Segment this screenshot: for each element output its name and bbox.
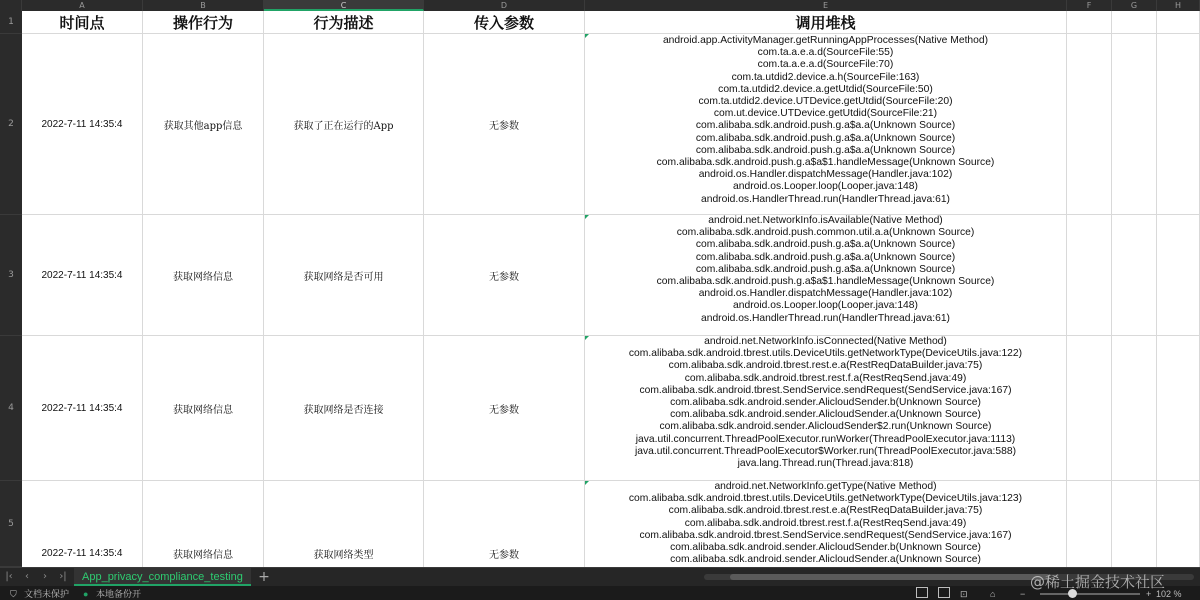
stack-lines xyxy=(585,481,1066,566)
page-layout-icon[interactable] xyxy=(938,587,950,598)
column-header-c[interactable]: C xyxy=(264,0,424,11)
sheet-tab-active[interactable]: App_privacy_compliance_testing xyxy=(74,568,251,586)
column-header-e[interactable]: E xyxy=(585,0,1067,11)
stack-frame: java.lang.Thread.run(Thread.java:818) xyxy=(737,458,914,470)
stack-frame: com.alibaba.sdk.android.tbrest.rest.e.a(RestReqDataBuilder.java:75) xyxy=(668,360,983,372)
shield-icon: ⛉ xyxy=(10,589,17,599)
header-cell-time[interactable]: 时间点 xyxy=(22,11,143,34)
stack-frame: com.alibaba.sdk.android.push.g.a$a.a(Unknown Source) xyxy=(695,120,956,132)
column-header-b[interactable]: B xyxy=(143,0,264,11)
spreadsheet-grid[interactable] xyxy=(22,11,1200,567)
stack-cell[interactable] xyxy=(585,34,1067,215)
stack-frame: com.alibaba.sdk.android.tbrest.rest.e.a(RestReqDataBuilder.java:75) xyxy=(668,505,983,517)
horizontal-scrollbar-thumb[interactable] xyxy=(730,574,1050,580)
params-cell[interactable]: 无参数 xyxy=(424,481,585,567)
stack-frame: android.net.NetworkInfo.isConnected(Native Method) xyxy=(704,336,947,347)
stack-frame: com.alibaba.sdk.android.sender.AlicloudSender.b(Unknown Source) xyxy=(670,397,981,409)
column-header-a[interactable]: A xyxy=(22,0,143,11)
stack-frame: com.ut.device.UTDevice.getUtdid(SourceFile:21) xyxy=(713,108,938,120)
empty-cell[interactable] xyxy=(1157,336,1200,481)
column-header-f[interactable]: F xyxy=(1067,0,1112,11)
empty-cell[interactable] xyxy=(1112,34,1157,215)
empty-cell[interactable] xyxy=(1157,34,1200,215)
protection-status[interactable]: 文档未保护 xyxy=(24,589,70,599)
column-header-g[interactable]: G xyxy=(1112,0,1157,11)
stack-cell[interactable] xyxy=(585,481,1067,567)
stack-frame: com.ta.a.e.a.d(SourceFile:55) xyxy=(757,47,894,59)
stack-frame: android.os.Handler.dispatchMessage(Handler.java:102) xyxy=(698,288,953,300)
time-cell[interactable]: 2022-7-11 14:35:4 xyxy=(22,336,143,481)
stack-frame: com.alibaba.sdk.android.tbrest.rest.f.a(RestReqSend.java:49) xyxy=(684,517,967,529)
row-header-1[interactable]: 1 xyxy=(0,11,22,34)
stack-frame: com.alibaba.sdk.android.tbrest.utils.DeviceUtils.getNetworkType(DeviceUtils.java:122) xyxy=(628,348,1023,360)
last-sheet-icon[interactable]: ›| xyxy=(59,571,67,582)
header-cell-description[interactable]: 行为描述 xyxy=(264,11,424,34)
empty-cell[interactable] xyxy=(1112,336,1157,481)
column-header-h[interactable]: H xyxy=(1157,0,1200,11)
first-sheet-icon[interactable]: |‹ xyxy=(5,571,13,582)
row-header-3[interactable]: 3 xyxy=(0,215,22,336)
description-cell[interactable]: 获取网络是否连接 xyxy=(264,336,424,481)
stack-frame: com.alibaba.sdk.android.tbrest.SendService.sendRequest(SendService.java:167) xyxy=(639,384,1012,396)
action-cell[interactable]: 获取其他app信息 xyxy=(143,34,264,215)
stack-frame: com.ta.a.e.a.d(SourceFile:70) xyxy=(757,59,894,71)
stack-frame: com.alibaba.sdk.android.push.g.a$a.a(Unknown Source) xyxy=(695,263,956,275)
empty-cell[interactable] xyxy=(1067,481,1112,567)
stack-cell[interactable] xyxy=(585,336,1067,481)
stack-frame: com.alibaba.sdk.android.sender.AlicloudSender.a(Unknown Source) xyxy=(670,409,981,421)
time-cell[interactable]: 2022-7-11 14:35:4 xyxy=(22,34,143,215)
stack-frame: com.alibaba.sdk.android.tbrest.SendService.sendRequest(SendService.java:167) xyxy=(639,529,1012,541)
stack-frame: com.alibaba.sdk.android.push.g.a$a.a(Unknown Source) xyxy=(695,251,956,263)
empty-cell[interactable] xyxy=(1157,481,1200,567)
watermark: @稀土掘金技术社区 xyxy=(1030,573,1166,591)
row-header-4[interactable]: 4 xyxy=(0,336,22,481)
description-cell[interactable]: 获取了正在运行的App xyxy=(264,34,424,215)
zoom-in-icon[interactable]: + xyxy=(1146,589,1152,599)
stack-lines xyxy=(585,336,1066,470)
stack-frame: android.os.Looper.loop(Looper.java:148) xyxy=(733,181,918,193)
stack-frame: com.alibaba.sdk.android.push.g.a$a.a(Unknown Source) xyxy=(695,144,956,156)
backup-status-icon: ● xyxy=(83,589,89,599)
stack-frame: com.alibaba.sdk.android.push.g.a$a$1.handleMessage(Unknown Source) xyxy=(656,276,995,288)
stack-frame: com.alibaba.sdk.android.tbrest.utils.DeviceUtils.getNetworkType(DeviceUtils.java:123) xyxy=(628,493,1023,505)
stack-frame: android.os.Looper.loop(Looper.java:148) xyxy=(733,300,918,312)
zoom-out-icon[interactable]: − xyxy=(1020,589,1026,599)
reading-mode-icon[interactable]: ⌂ xyxy=(990,589,996,599)
status-bar xyxy=(0,586,1200,600)
column-header-bar xyxy=(0,0,1200,11)
empty-cell[interactable] xyxy=(1067,34,1112,215)
normal-view-icon[interactable] xyxy=(916,587,928,598)
header-cell-stack[interactable]: 调用堆栈 xyxy=(585,11,1067,34)
stack-frame: java.util.concurrent.ThreadPoolExecutor$Worker.run(ThreadPoolExecutor.java:588) xyxy=(635,445,1016,457)
stack-frame: com.alibaba.sdk.android.push.g.a$a$1.handleMessage(Unknown Source) xyxy=(656,157,995,169)
stack-frame: com.alibaba.sdk.android.sender.AlicloudSender.a(Unknown Source) xyxy=(670,554,981,566)
action-cell[interactable]: 获取网络信息 xyxy=(143,215,264,336)
stack-frame: java.util.concurrent.ThreadPoolExecutor.runWorker(ThreadPoolExecutor.java:1113) xyxy=(635,433,1016,445)
stack-frame: com.alibaba.sdk.android.push.g.a$a.a(Unknown Source) xyxy=(695,132,956,144)
params-cell[interactable]: 无参数 xyxy=(424,215,585,336)
stack-frame: com.ta.utdid2.device.a.h(SourceFile:163) xyxy=(731,71,920,83)
select-all-corner[interactable] xyxy=(0,0,22,11)
description-cell[interactable]: 获取网络是否可用 xyxy=(264,215,424,336)
empty-cell[interactable] xyxy=(1112,215,1157,336)
stack-frame: com.ta.utdid2.device.a.getUtdid(SourceFile:50) xyxy=(718,83,933,95)
stack-frame: android.os.HandlerThread.run(HandlerThread.java:61) xyxy=(701,193,950,205)
time-cell[interactable]: 2022-7-11 14:35:4 xyxy=(22,481,143,567)
zoom-level[interactable]: 102 % xyxy=(1156,589,1182,599)
empty-cell[interactable] xyxy=(1067,336,1112,481)
page-break-view-icon[interactable]: ⊡ xyxy=(960,589,968,599)
header-cell-params[interactable]: 传入参数 xyxy=(424,11,585,34)
next-sheet-icon[interactable]: › xyxy=(43,571,47,582)
add-sheet-button[interactable]: + xyxy=(258,569,270,585)
empty-cell[interactable] xyxy=(1157,215,1200,336)
stack-frame: com.ta.utdid2.device.UTDevice.getUtdid(SourceFile:20) xyxy=(698,96,953,108)
stack-lines xyxy=(585,215,1066,325)
empty-cell[interactable] xyxy=(1067,11,1112,34)
stack-frame: android.net.NetworkInfo.getType(Native Method) xyxy=(714,481,937,492)
prev-sheet-icon[interactable]: ‹ xyxy=(25,571,29,582)
params-cell[interactable]: 无参数 xyxy=(424,336,585,481)
stack-cell[interactable] xyxy=(585,215,1067,336)
stack-frame: com.alibaba.sdk.android.push.g.a$a.a(Unknown Source) xyxy=(695,239,956,251)
stack-frame: android.app.ActivityManager.getRunningAppProcesses(Native Method) xyxy=(662,35,989,46)
stack-frame: com.alibaba.sdk.android.sender.AlicloudSender$2.run(Unknown Source) xyxy=(659,421,992,433)
column-header-d[interactable]: D xyxy=(424,0,585,11)
row-header-2[interactable]: 2 xyxy=(0,34,22,215)
empty-cell[interactable] xyxy=(1157,11,1200,34)
stack-frame: com.alibaba.sdk.android.tbrest.rest.f.a(RestReqSend.java:49) xyxy=(684,372,967,384)
empty-cell[interactable] xyxy=(1067,215,1112,336)
action-cell[interactable]: 获取网络信息 xyxy=(143,336,264,481)
description-cell[interactable]: 获取网络类型 xyxy=(264,481,424,567)
backup-status[interactable]: 本地备份开 xyxy=(96,589,142,599)
header-cell-action[interactable]: 操作行为 xyxy=(143,11,264,34)
stack-frame: com.alibaba.sdk.android.sender.AlicloudSender.b(Unknown Source) xyxy=(670,542,981,554)
row-header-bar xyxy=(0,11,22,567)
empty-cell[interactable] xyxy=(1112,481,1157,567)
stack-frame: android.os.Handler.dispatchMessage(Handler.java:102) xyxy=(698,169,953,181)
time-cell[interactable]: 2022-7-11 14:35:4 xyxy=(22,215,143,336)
row-header-5[interactable]: 5 xyxy=(0,481,22,567)
sheet-tab-bar xyxy=(0,567,1200,586)
stack-frame: android.os.HandlerThread.run(HandlerThread.java:61) xyxy=(701,312,950,324)
action-cell[interactable]: 获取网络信息 xyxy=(143,481,264,567)
empty-cell[interactable] xyxy=(1112,11,1157,34)
zoom-slider[interactable] xyxy=(1040,593,1140,595)
params-cell[interactable]: 无参数 xyxy=(424,34,585,215)
stack-lines xyxy=(585,35,1066,206)
stack-frame: android.net.NetworkInfo.isAvailable(Native Method) xyxy=(708,215,943,226)
stack-frame: com.alibaba.sdk.android.push.common.util.a.a(Unknown Source) xyxy=(676,227,975,239)
